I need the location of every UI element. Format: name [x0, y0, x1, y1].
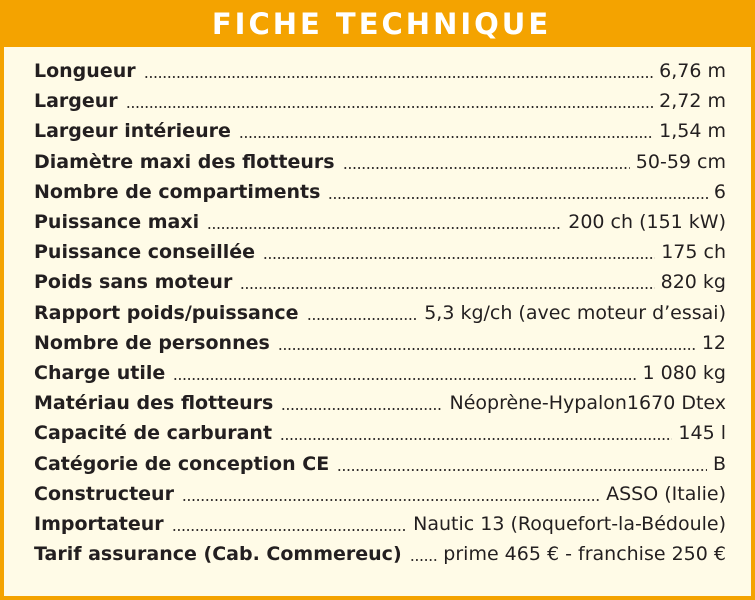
dot-leader [280, 438, 672, 440]
spec-label: Largeur [34, 90, 118, 113]
spec-label: Puissance maxi [34, 211, 200, 234]
spec-value: prime 465 € - franchise 250 € [443, 543, 726, 566]
spec-value: 820 kg [660, 271, 726, 294]
spec-row [34, 479, 726, 509]
spec-label: Puissance conseillée [34, 241, 256, 264]
dot-leader [281, 408, 443, 410]
dot-leader [307, 318, 419, 320]
dot-leader [410, 559, 438, 561]
spec-row [34, 388, 726, 418]
spec-label: Nombre de personnes [34, 331, 270, 354]
spec-value: 6,76 m [659, 60, 726, 83]
dot-leader [239, 136, 653, 138]
spec-value: 50-59 cm [635, 150, 726, 173]
dot-leader [126, 106, 653, 108]
spec-label: Poids sans moteur [34, 271, 233, 294]
spec-row [34, 509, 726, 539]
spec-label: Largeur intérieure [34, 120, 231, 143]
spec-row [34, 116, 726, 146]
spec-value: 6 [713, 180, 726, 203]
spec-label: Nombre de compartiments [34, 180, 321, 203]
spec-value: 2,72 m [659, 90, 726, 113]
spec-row [34, 298, 726, 328]
spec-list [34, 56, 726, 569]
spec-label: Rapport poids/puissance [34, 301, 299, 324]
spec-value: Nautic 13 (Roquefort-la-Bédoule) [413, 512, 726, 535]
spec-row [34, 147, 726, 177]
spec-row [34, 539, 726, 569]
spec-row [34, 56, 726, 86]
spec-value: Néoprène-Hypalon1670 Dtex [449, 392, 726, 415]
spec-label: Charge utile [34, 361, 166, 384]
spec-label: Matériau des flotteurs [34, 392, 274, 415]
dot-leader [144, 76, 654, 78]
spec-value: 200 ch (151 kW) [568, 211, 726, 234]
spec-value: 175 ch [661, 241, 726, 264]
spec-value: 145 l [678, 422, 726, 445]
spec-value: ASSO (Italie) [606, 482, 726, 505]
spec-row [34, 177, 726, 207]
dot-leader [328, 197, 707, 199]
spec-label: Diamètre maxi des flotteurs [34, 150, 335, 173]
spec-label: Capacité de carburant [34, 422, 273, 445]
spec-row [34, 418, 726, 448]
spec-label: Importateur [34, 512, 164, 535]
dot-leader [182, 499, 600, 501]
spec-label: Constructeur [34, 482, 174, 505]
spec-row [34, 237, 726, 267]
dot-leader [343, 167, 630, 169]
dot-leader [172, 529, 407, 531]
title-banner [4, 0, 755, 47]
spec-row [34, 267, 726, 297]
dot-leader [337, 469, 707, 471]
spec-value: 1 080 kg [642, 361, 726, 384]
dot-leader [240, 287, 654, 289]
spec-row [34, 448, 726, 478]
dot-leader [207, 227, 562, 229]
spec-value: 12 [701, 331, 726, 354]
sheet-title: FICHE TECHNIQUE [211, 7, 552, 41]
dot-leader [278, 348, 696, 350]
spec-row [34, 358, 726, 388]
spec-row [34, 207, 726, 237]
spec-value: 5,3 kg/ch (avec moteur d’essai) [424, 301, 726, 324]
spec-row [34, 328, 726, 358]
spec-row [34, 86, 726, 116]
spec-label: Catégorie de conception CE [34, 452, 330, 475]
spec-value: 1,54 m [659, 120, 726, 143]
dot-leader [173, 378, 636, 380]
spec-label: Longueur [34, 60, 136, 83]
dot-leader [263, 257, 655, 259]
spec-label: Tarif assurance (Cab. Commereuc) [34, 543, 402, 566]
spec-value: B [712, 452, 726, 475]
